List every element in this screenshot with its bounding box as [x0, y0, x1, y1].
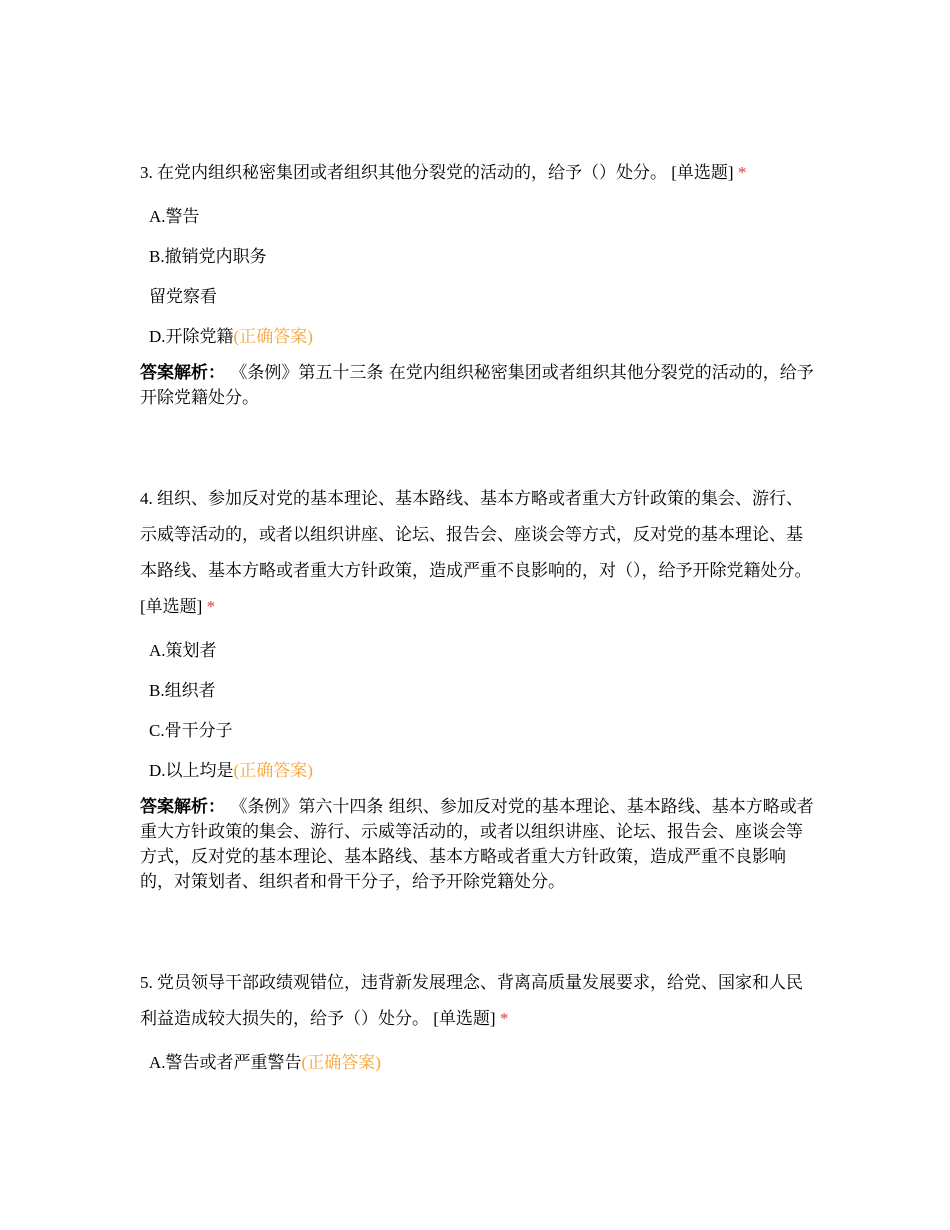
question-number: 4. — [140, 489, 153, 508]
question-5-options — [140, 1043, 816, 1083]
required-mark: * — [499, 1009, 509, 1028]
option-c[interactable] — [140, 711, 816, 751]
correct-answer-label: (正确答案) — [233, 761, 313, 780]
option-b[interactable] — [140, 237, 816, 277]
correct-answer-label: (正确答案) — [233, 327, 313, 346]
option-text: D.开除党籍 — [149, 327, 234, 346]
question-4-text — [140, 481, 816, 625]
required-mark: * — [737, 163, 747, 182]
option-text: A.警告 — [149, 207, 200, 226]
option-text: A.策划者 — [149, 641, 217, 660]
option-a[interactable] — [140, 631, 816, 671]
option-text: B.撤销党内职务 — [149, 247, 267, 266]
option-d[interactable] — [140, 317, 816, 357]
question-stem: 组织、参加反对党的基本理论、基本路线、基本方略或者重大方针政策的集会、游行、示威等活动的，或者以组织讲座、论坛、报告会、座谈会等方式，反对党的基本理论、基本路线、基本方略或者重大方针政策，造成严重不良影响的，对（），给予开除党籍处分。 — [140, 489, 812, 580]
option-text: 留党察看 — [149, 287, 217, 306]
option-c[interactable] — [140, 277, 816, 317]
analysis-text: 《条例》第六十四条 组织、参加反对党的基本理论、基本路线、基本方略或者重大方针政策的集会、游行、示威等活动的，或者以组织讲座、论坛、报告会、座谈会等方式，反对党的基本理论、基本路线、基本方略或者重大方针政策，造成严重不良影响的，对策划者、组织者和骨干分子，给予开除党籍处分。 — [140, 797, 814, 892]
question-4 — [140, 481, 816, 895]
question-number: 3. — [140, 163, 153, 182]
question-3-text — [140, 155, 816, 191]
option-text: C.骨干分子 — [149, 721, 233, 740]
question-number: 5. — [140, 973, 153, 992]
required-mark: * — [206, 597, 216, 616]
question-type: [单选题] — [433, 1009, 496, 1028]
question-3 — [140, 155, 816, 411]
question-type: [单选题] — [671, 163, 734, 182]
option-text: B.组织者 — [149, 681, 216, 700]
question-type: [单选题] — [140, 597, 203, 616]
analysis-label: 答案解析： — [140, 797, 225, 817]
analysis-text: 《条例》第五十三条 在党内组织秘密集团或者组织其他分裂党的活动的，给予开除党籍处分。 — [140, 363, 814, 408]
question-stem: 党员领导干部政绩观错位，违背新发展理念、背离高质量发展要求，给党、国家和人民利益造成较大损失的，给予（）处分。 — [140, 973, 803, 1028]
option-a[interactable] — [140, 1043, 816, 1083]
option-text: D.以上均是 — [149, 761, 234, 780]
analysis-label: 答案解析： — [140, 363, 225, 383]
option-b[interactable] — [140, 671, 816, 711]
question-5 — [140, 965, 816, 1083]
option-text: A.警告或者严重警告 — [149, 1053, 302, 1072]
answer-analysis — [140, 361, 816, 411]
question-3-options — [140, 197, 816, 357]
correct-answer-label: (正确答案) — [301, 1053, 381, 1072]
option-a[interactable] — [140, 197, 816, 237]
question-stem: 在党内组织秘密集团或者组织其他分裂党的活动的，给予（）处分。 — [157, 163, 667, 182]
question-4-options — [140, 631, 816, 791]
answer-analysis — [140, 795, 816, 895]
quiz-page — [140, 155, 816, 1083]
option-d[interactable] — [140, 751, 816, 791]
question-5-text — [140, 965, 816, 1037]
